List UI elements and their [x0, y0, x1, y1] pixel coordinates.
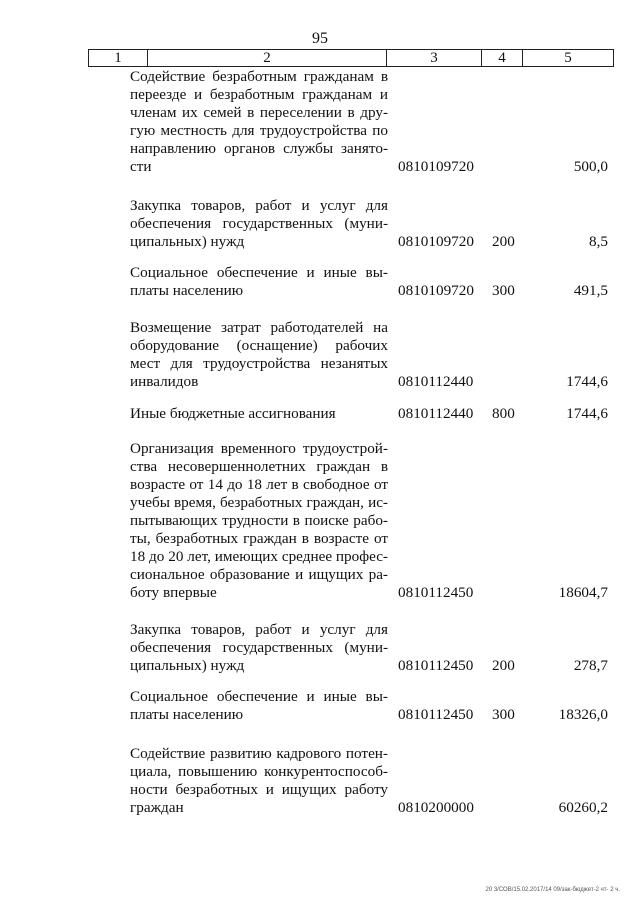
row-amount: 18604,7: [558, 584, 608, 601]
description-line: сиональное образование и ищущих ра-: [130, 566, 388, 583]
column-header-table: [88, 49, 614, 67]
row-code: 0810109720: [398, 158, 474, 175]
row-code: 0810112450: [398, 584, 474, 601]
row-amount: 491,5: [573, 282, 608, 299]
row-amount: 1744,6: [566, 373, 608, 390]
row-description: [130, 405, 388, 423]
description-line: направлению органов службы занято-: [130, 140, 388, 157]
row-description: [130, 745, 388, 817]
row-code: 0810109720: [398, 282, 474, 299]
row-description: [130, 319, 388, 391]
description-line: мест для трудоустройства незанятых: [130, 355, 388, 372]
row-expense-type: 200: [492, 233, 515, 250]
row-expense-type: 200: [492, 657, 515, 674]
description-line: членам их семей в переселении в дру-: [130, 104, 388, 121]
description-line: переезде и безработным гражданам и: [130, 86, 388, 103]
column-header-4: 4: [482, 50, 523, 67]
page-number: 95: [312, 30, 328, 47]
description-line: Социальное обеспечение и иные вы-: [130, 688, 388, 705]
row-code: 0810112440: [398, 373, 474, 390]
description-line: оборудование (оснащение) рабочих: [130, 337, 388, 354]
description-line: ства несовершеннолетних граждан в: [130, 458, 388, 475]
description-line: обеспечения государственных (муни-: [130, 639, 388, 656]
description-line: Социальное обеспечение и иные вы-: [130, 264, 388, 281]
description-line: ты, безработных граждан в возрасте от: [130, 530, 388, 547]
row-description: [130, 197, 388, 251]
description-line: учебы время, безработных граждан, ис-: [130, 494, 388, 511]
row-description: [130, 688, 388, 724]
description-line: Закупка товаров, работ и услуг для: [130, 621, 388, 638]
description-line: ности безработных и ищущих работу: [130, 781, 388, 798]
description-line: граждан: [130, 799, 184, 816]
column-header-1: 1: [89, 50, 148, 67]
row-code: 0810112450: [398, 706, 474, 723]
row-amount: 278,7: [573, 657, 608, 674]
description-line: гую местность для трудоустройства по: [130, 122, 388, 139]
row-code: 0810109720: [398, 233, 474, 250]
description-line: Закупка товаров, работ и услуг для: [130, 197, 388, 214]
row-description: [130, 621, 388, 675]
row-code: 0810112440: [398, 405, 474, 422]
column-header-2: 2: [148, 50, 387, 67]
row-amount: 60260,2: [558, 799, 608, 816]
description-line: Возмещение затрат работодателей на: [130, 319, 388, 336]
row-description: [130, 264, 388, 300]
row-description: [130, 68, 388, 176]
row-description: [130, 440, 388, 602]
description-line: Содействие развитию кадрового потен-: [130, 745, 388, 762]
row-expense-type: 300: [492, 706, 515, 723]
description-line: циала, повышению конкурентоспособ-: [130, 763, 388, 780]
description-line: пытывающих трудности в поиске рабо-: [130, 512, 388, 529]
description-line: платы населению: [130, 282, 244, 299]
description-line: ципальных) нужд: [130, 657, 245, 674]
row-amount: 1744,6: [566, 405, 608, 422]
column-header-3: 3: [387, 50, 482, 67]
description-line: Содействие безработным гражданам в: [130, 68, 388, 85]
row-code: 0810112450: [398, 657, 474, 674]
footer-note: 20 3/СОВ/15.02.2017/14 09/зак-бюджет-2 чт- 2 ч.: [485, 887, 620, 893]
description-line: 18 до 20 лет, имеющих среднее профес-: [130, 548, 388, 565]
row-amount: 18326,0: [558, 706, 608, 723]
column-header-5: 5: [523, 50, 614, 67]
description-line: платы населению: [130, 706, 244, 723]
description-line: Организация временного трудоустрой-: [130, 440, 388, 457]
description-line: инвалидов: [130, 373, 199, 390]
description-line: боту впервые: [130, 584, 217, 601]
description-line: сти: [130, 158, 152, 175]
row-amount: 500,0: [573, 158, 608, 175]
row-expense-type: 300: [492, 282, 515, 299]
description-line: возрасте от 14 до 18 лет в свободное от: [130, 476, 388, 493]
description-line: ципальных) нужд: [130, 233, 245, 250]
row-code: 0810200000: [398, 799, 474, 816]
row-amount: 8,5: [589, 233, 608, 250]
description-line: обеспечения государственных (муни-: [130, 215, 388, 232]
description-line: Иные бюджетные ассигнования: [130, 405, 336, 422]
row-expense-type: 800: [492, 405, 515, 422]
